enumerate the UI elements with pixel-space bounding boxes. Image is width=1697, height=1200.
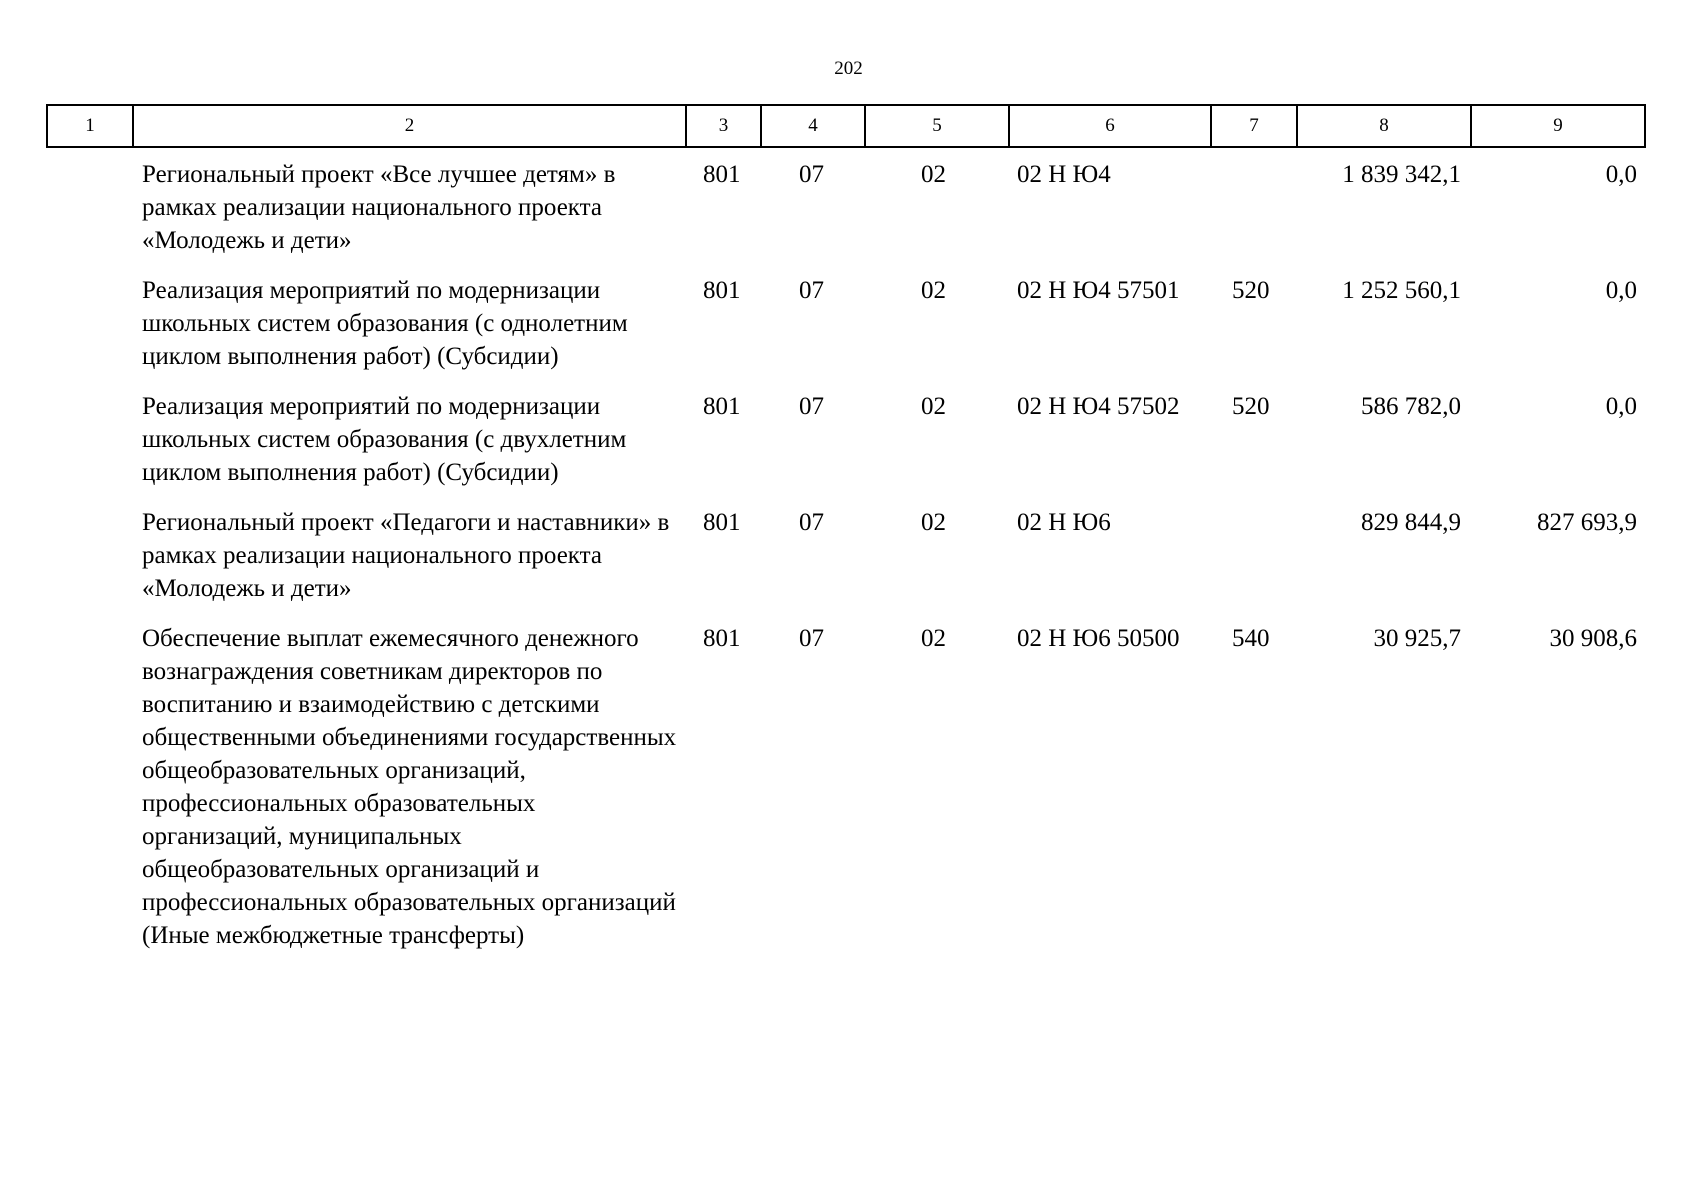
row-code-target: 02 Н Ю6 (1017, 509, 1111, 536)
row-name: Региональный проект «Все лучшее детям» в рамках реализации национального проекта «Молодежь и дети» (142, 161, 616, 254)
row-code-admin: 801 (703, 277, 741, 304)
budget-table (46, 104, 1646, 969)
table-row (47, 147, 1645, 274)
table-row (47, 622, 1645, 969)
row-code-section: 07 (799, 277, 824, 304)
row-code-admin: 801 (703, 393, 741, 420)
row-code-subsection: 02 (921, 509, 946, 536)
row-code-subsection: 02 (921, 393, 946, 420)
header-col-3: 3 (686, 105, 761, 147)
row-number (47, 390, 133, 506)
header-col-2: 2 (133, 105, 686, 147)
row-code-subsection: 02 (921, 277, 946, 304)
header-col-5: 5 (865, 105, 1009, 147)
row-name: Реализация мероприятий по модернизации школьных систем образования (с однолетним циклом выполнения работ) (Субсидии) (142, 277, 628, 370)
row-code-admin: 801 (703, 625, 741, 652)
row-amount-col8: 1 252 560,1 (1342, 277, 1461, 304)
row-amount-col8: 829 844,9 (1361, 509, 1461, 536)
table-row (47, 390, 1645, 506)
row-code-admin: 801 (703, 161, 741, 188)
row-amount-col8: 1 839 342,1 (1342, 161, 1461, 188)
header-col-8: 8 (1297, 105, 1471, 147)
header-col-7: 7 (1211, 105, 1297, 147)
row-name: Реализация мероприятий по модернизации школьных систем образования (с двухлетним циклом выполнения работ) (Субсидии) (142, 393, 627, 486)
row-code-expense-type (1211, 147, 1297, 274)
header-col-4: 4 (761, 105, 865, 147)
row-amount-col8: 30 925,7 (1373, 625, 1461, 652)
row-amount-col9: 0,0 (1605, 393, 1637, 420)
row-code-target: 02 Н Ю4 57502 (1017, 393, 1180, 420)
row-number (47, 622, 133, 969)
row-amount-col9: 0,0 (1605, 277, 1637, 304)
row-code-subsection: 02 (921, 161, 946, 188)
table-row (47, 506, 1645, 622)
table-header-row (47, 105, 1645, 147)
row-code-section: 07 (799, 625, 824, 652)
page-number: 202 (834, 58, 863, 79)
row-code-target: 02 Н Ю4 (1017, 161, 1111, 188)
row-code-subsection: 02 (921, 625, 946, 652)
row-code-target: 02 Н Ю6 50500 (1017, 625, 1180, 652)
header-col-6: 6 (1009, 105, 1211, 147)
row-amount-col8: 586 782,0 (1361, 393, 1461, 420)
row-code-admin: 801 (703, 509, 741, 536)
row-number (47, 506, 133, 622)
row-name: Региональный проект «Педагоги и наставники» в рамках реализации национального проекта «Молодежь и дети» (142, 509, 670, 602)
row-code-section: 07 (799, 393, 824, 420)
row-amount-col9: 0,0 (1605, 161, 1637, 188)
header-col-1: 1 (47, 105, 133, 147)
row-amount-col9: 30 908,6 (1549, 625, 1637, 652)
row-number (47, 147, 133, 274)
row-code-expense-type (1211, 506, 1297, 622)
table-row (47, 274, 1645, 390)
row-code-expense-type: 520 (1232, 277, 1270, 304)
header-col-9: 9 (1471, 105, 1645, 147)
row-name: Обеспечение выплат ежемесячного денежного вознаграждения советникам директоров по воспитанию и взаимодействию с детскими общественными объединениями государственных общеобразовательных организаций, профессиональных образовательных организаций, муниципальных общеобразовательных организаций и профессиональных образовательных организаций (Иные межбюджетные трансферты) (142, 625, 677, 949)
row-code-expense-type: 540 (1232, 625, 1270, 652)
row-amount-col9: 827 693,9 (1537, 509, 1637, 536)
row-code-section: 07 (799, 161, 824, 188)
row-number (47, 274, 133, 390)
row-code-expense-type: 520 (1232, 393, 1270, 420)
row-code-section: 07 (799, 509, 824, 536)
row-code-target: 02 Н Ю4 57501 (1017, 277, 1180, 304)
